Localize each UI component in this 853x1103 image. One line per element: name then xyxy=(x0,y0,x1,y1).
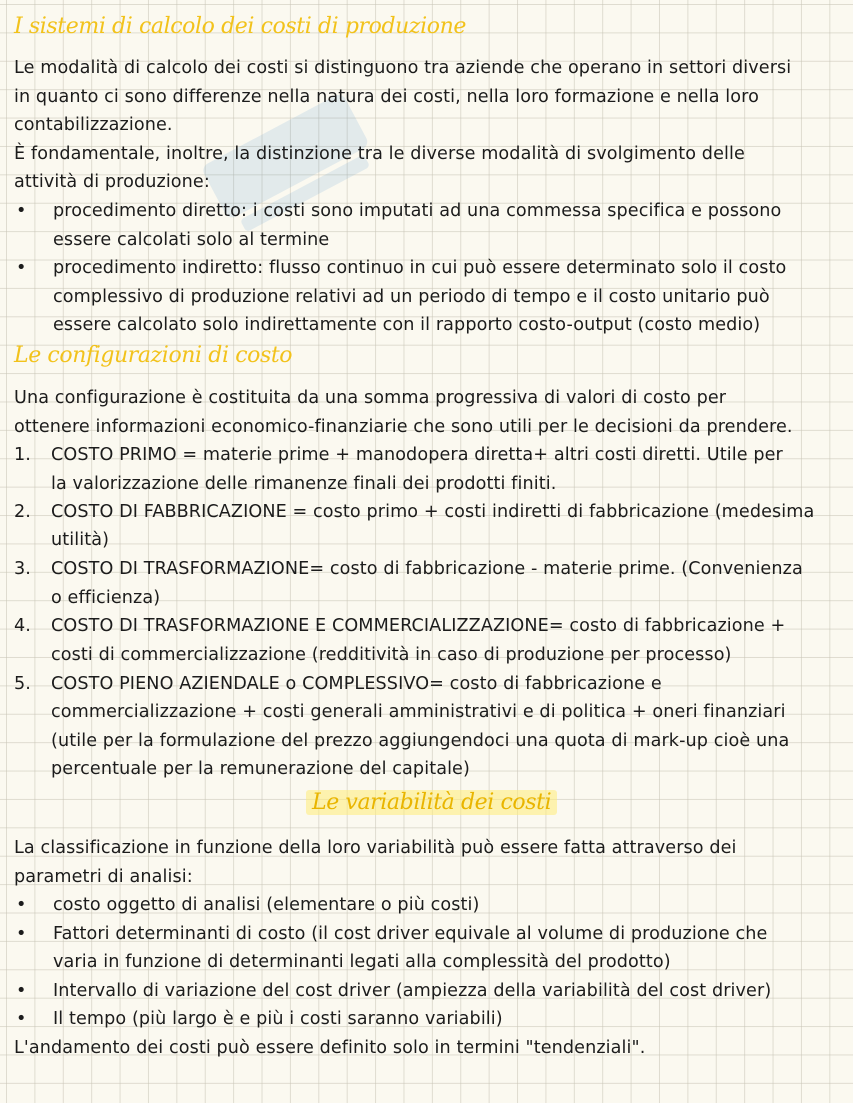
bullet-line: procedimento indiretto: flusso continuo in cui può essere determinato solo il costo xyxy=(53,258,787,278)
closing-line: L'andamento dei costi può essere definito solo in termini "tendenziali". xyxy=(14,1038,646,1058)
numbered-line: commercializzazione + costi generali amministrativi e di politica + oneri finanziari xyxy=(51,702,786,722)
numbered-line: COSTO PRIMO = materie prime + manodopera diretta+ altri costi diretti. Utile per xyxy=(51,445,783,465)
numbered-marker: 1. xyxy=(14,445,31,465)
numbered-marker: 5. xyxy=(14,674,31,694)
numbered-marker: 2. xyxy=(14,502,31,522)
numbered-line: (utile per la formulazione del prezzo aggiungendoci una quota di mark-up cioè una xyxy=(51,731,790,751)
numbered-line: COSTO PIENO AZIENDALE o COMPLESSIVO= costo di fabbricazione e xyxy=(51,674,662,694)
paragraph-line: È fondamentale, inoltre, la distinzione tra le diverse modalità di svolgimento delle xyxy=(14,144,745,164)
numbered-line: COSTO DI TRASFORMAZIONE= costo di fabbricazione - materie prime. (Convenienza xyxy=(51,559,803,579)
numbered-line: COSTO DI FABBRICAZIONE = costo primo + costi indiretti di fabbricazione (medesima xyxy=(51,502,815,522)
paragraph-line: Una configurazione è costituita da una somma progressiva di valori di costo per xyxy=(14,388,727,408)
bullet-marker: • xyxy=(16,201,27,221)
bullet-line: Il tempo (più largo è e più i costi saranno variabili) xyxy=(53,1009,503,1029)
numbered-line: COSTO DI TRASFORMAZIONE E COMMERCIALIZZAZIONE= costo di fabbricazione + xyxy=(51,616,786,636)
numbered-line: la valorizzazione delle rimanenze finali dei prodotti finiti. xyxy=(51,474,557,494)
bullet-line: complessivo di produzione relativi ad un periodo di tempo e il costo unitario può xyxy=(53,287,770,307)
numbered-line: percentuale per la remunerazione del capitale) xyxy=(51,759,470,779)
numbered-line: costi di commercializzazione (redditività in caso di produzione per processo) xyxy=(51,645,732,665)
paragraph-line: in quanto ci sono differenze nella natura dei costi, nella loro formazione e nella loro xyxy=(14,87,759,107)
numbered-line: o efficienza) xyxy=(51,588,161,608)
numbered-line: utilità) xyxy=(51,530,110,550)
bullet-marker: • xyxy=(16,981,27,1001)
bullet-marker: • xyxy=(16,258,27,278)
paragraph-line: La classificazione in funzione della loro variabilità può essere fatta attraverso dei xyxy=(14,838,737,858)
bullet-line: Fattori determinanti di costo (il cost driver equivale al volume di produzione che xyxy=(53,924,768,944)
bullet-line: Intervallo di variazione del cost driver (ampiezza della variabilità del cost driver) xyxy=(53,981,772,1001)
bullet-line: essere calcolato solo indirettamente con il rapporto costo-output (costo medio) xyxy=(53,315,761,335)
bullet-line: essere calcolati solo al termine xyxy=(53,230,330,250)
bullet-line: costo oggetto di analisi (elementare o più costi) xyxy=(53,895,480,915)
bullet-marker: • xyxy=(16,895,27,915)
paragraph-line: ottenere informazioni economico-finanziarie che sono utili per le decisioni da prendere. xyxy=(14,417,793,437)
bullet-marker: • xyxy=(16,1009,27,1029)
section-3-heading: Le variabilità dei costi xyxy=(306,790,557,815)
numbered-marker: 4. xyxy=(14,616,31,636)
numbered-marker: 3. xyxy=(14,559,31,579)
bullet-line: procedimento diretto: i costi sono imputati ad una commessa specifica e possono xyxy=(53,201,782,221)
bullet-marker: • xyxy=(16,924,27,944)
paragraph-line: contabilizzazione. xyxy=(14,115,173,135)
section-2-heading: Le configurazioni di costo xyxy=(14,343,293,368)
paragraph-line: attività di produzione: xyxy=(14,172,210,192)
paragraph-line: parametri di analisi: xyxy=(14,867,193,887)
bullet-line: varia in funzione di determinanti legati alla complessità del prodotto) xyxy=(53,952,671,972)
section-1-heading: I sistemi di calcolo dei costi di produzione xyxy=(14,14,467,39)
paragraph-line: Le modalità di calcolo dei costi si distinguono tra aziende che operano in settori diversi xyxy=(14,58,792,78)
